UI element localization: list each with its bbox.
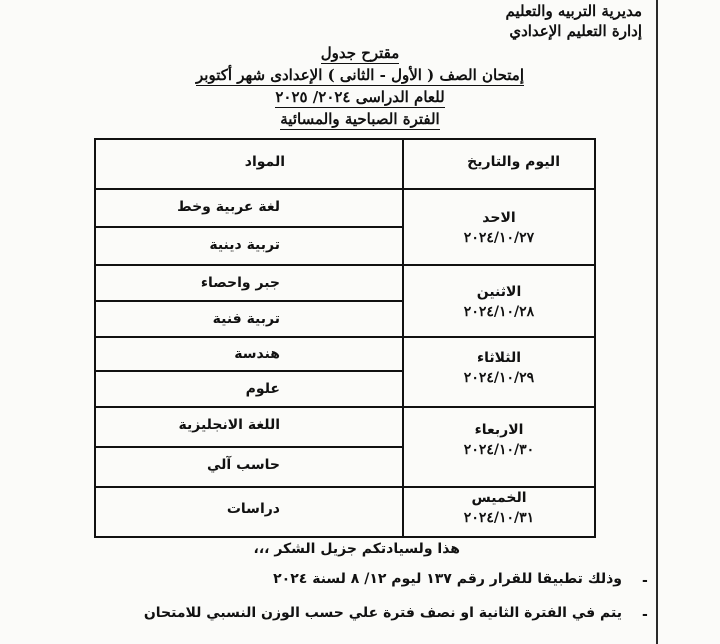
- subject-cell: اللغة الانجليزية: [178, 417, 280, 433]
- table-row-divider: [96, 336, 594, 338]
- title-year: [160, 88, 560, 106]
- table-header-divider: [96, 188, 594, 190]
- exam-date: ٢٠٢٤/١٠/٢٩: [463, 370, 535, 386]
- title-periods: [160, 110, 560, 128]
- title-proposal: [160, 44, 560, 62]
- exam-date: ٢٠٢٤/١٠/٢٧: [463, 230, 535, 246]
- title-periods-text: الفترة الصباحية والمسائية: [280, 110, 440, 128]
- day-cell: [404, 350, 594, 386]
- day-name: الاربعاء: [474, 422, 524, 438]
- header-subjects: المواد: [244, 154, 285, 170]
- subject-cell: تربية دينية: [209, 237, 280, 253]
- exam-date: ٢٠٢٤/١٠/٣٠: [463, 442, 535, 458]
- bullet-dash: -: [642, 607, 648, 623]
- closing-thanks: هذا ولسيادتكم جزيل الشكر ،،،: [253, 541, 460, 557]
- title-exam-text: إمتحان الصف ( الأول - الثانى ) الإعدادى شهر أكتوبر: [196, 66, 524, 84]
- header-day-date: اليوم والتاريخ: [467, 154, 560, 170]
- day-cell: [404, 210, 594, 246]
- exam-date: ٢٠٢٤/١٠/٣١: [463, 510, 535, 526]
- day-name: الثلاثاء: [476, 350, 522, 366]
- exam-date: ٢٠٢٤/١٠/٢٨: [463, 304, 535, 320]
- title-exam: [160, 66, 560, 84]
- title-year-text: للعام الدراسى ٢٠٢٤/ ٢٠٢٥: [275, 88, 445, 106]
- subject-cell: جبر واحصاء: [200, 275, 280, 291]
- directorate-heading: مديرية التربيه والتعليم: [505, 2, 642, 20]
- subject-cell: علوم: [245, 381, 280, 397]
- subject-divider: [96, 300, 402, 302]
- subject-cell: حاسب آلي: [206, 457, 280, 473]
- page-edge-line: [656, 0, 658, 644]
- day-name: الاحد: [482, 210, 516, 226]
- table-column-divider: [402, 140, 404, 536]
- day-cell: [404, 490, 594, 526]
- subject-divider: [96, 446, 402, 448]
- period-note: يتم في الفترة الثانية او نصف فترة علي حسب الوزن النسبي للامتحان: [143, 605, 622, 621]
- table-row-divider: [96, 486, 594, 488]
- subject-cell: لغة عربية وخط: [177, 199, 280, 215]
- subject-divider: [96, 226, 402, 228]
- administration-heading: إدارة التعليم الإعدادي: [509, 22, 642, 40]
- subject-cell: هندسة: [234, 346, 280, 362]
- day-cell: [404, 284, 594, 320]
- day-name: الاثنين: [476, 284, 522, 300]
- subject-cell: تربية فنية: [212, 311, 280, 327]
- subject-cell: دراسات: [226, 501, 280, 517]
- table-row-divider: [96, 264, 594, 266]
- table-row-divider: [96, 406, 594, 408]
- exam-schedule-table: [94, 138, 596, 538]
- subject-divider: [96, 370, 402, 372]
- bullet-dash: -: [642, 573, 648, 589]
- day-name: الخميس: [471, 490, 527, 506]
- title-proposal-text: مقترح جدول: [320, 44, 400, 62]
- decree-note: وذلك تطبيقا للقرار رقم ١٣٧ ليوم ١٢/ ٨ لسنة ٢٠٢٤: [273, 571, 622, 587]
- day-cell: [404, 422, 594, 458]
